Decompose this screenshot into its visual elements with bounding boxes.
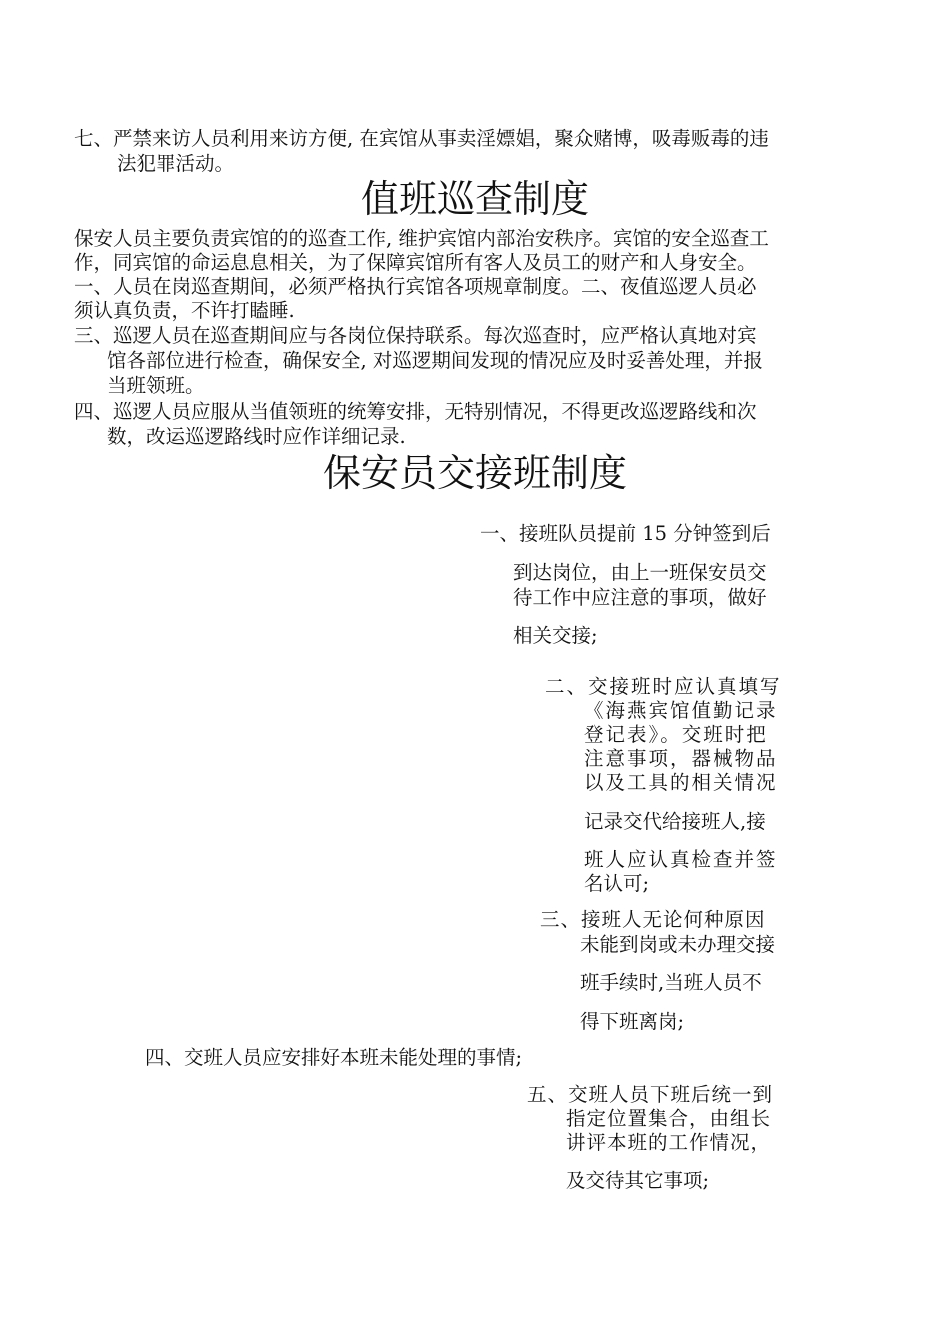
section2-item4-line1: 四、交班人员应安排好本班未能处理的事情; — [145, 1046, 523, 1069]
item7-line2: 法犯罪活动。 — [117, 152, 235, 175]
section2-item1-line4: 相关交接; — [513, 624, 598, 647]
section2-item1-line2: 到达岗位，由上一班保安员交 — [513, 561, 767, 584]
section2-item2-line1: 二、交接班时应认真填写 — [545, 675, 782, 698]
section2-item5-line2: 指定位置集合，由组长 — [566, 1107, 772, 1130]
section1-item3-line2: 馆各部位进行检查，确保安全, 对巡逻期间发现的情况应及时妥善处理，并报 — [107, 349, 763, 372]
item7-line1: 七、严禁来访人员利用来访方便, 在宾馆从事卖淫嫖娼，聚众赌博，吸毒贩毒的违 — [74, 127, 769, 150]
section1-intro-line1: 保安人员主要负责宾馆的的巡查工作, 维护宾馆内部治安秩序。宾馆的安全巡查工 — [74, 227, 769, 250]
section2-item5-line1: 五、交班人员下班后统一到 — [527, 1083, 774, 1106]
section2-item2-line5: 以及工具的相关情况 — [584, 771, 778, 794]
section1-item1-line1: 一、人员在岗巡查期间，必须严格执行宾馆各项规章制度。二、夜值巡逻人员必 — [74, 275, 757, 298]
section2-item5-line4: 及交待其它事项; — [566, 1169, 710, 1192]
section2-item2-line3: 登记表》。交班时把 — [584, 723, 768, 746]
section1-intro-line2: 作，同宾馆的命运息息相关，为了保障宾馆所有客人及员工的财产和人身安全。 — [74, 251, 757, 274]
section1-item3-line1: 三、巡逻人员在巡查期间应与各岗位保持联系。每次巡查时，应严格认真地对宾 — [74, 324, 757, 347]
section2-title: 保安员交接班制度 — [322, 451, 627, 495]
section1-item3-line3: 当班领班。 — [107, 374, 205, 397]
section1-item4-line1: 四、巡逻人员应服从当值领班的统筹安排，无特别情况，不得更改巡逻路线和次 — [74, 400, 757, 423]
section1-title: 值班巡查制度 — [360, 177, 589, 221]
section2-item3-line4: 得下班离岗; — [580, 1010, 685, 1033]
section2-item2-line8: 名认可; — [584, 872, 650, 895]
section2-item2-line7: 班人应认真检查并签 — [584, 848, 778, 871]
section2-item1-line3: 待工作中应注意的事项，做好 — [513, 586, 767, 609]
section2-item3-line1: 三、接班人无论何种原因 — [540, 908, 766, 931]
section2-item1-line1: 一、接班队员提前 15 分钟签到后 — [480, 522, 771, 545]
section2-item2-line6: 记录交代给接班人,接 — [584, 810, 766, 833]
section2-item2-line4: 注意事项，器械物品 — [584, 747, 778, 770]
section2-item3-line3: 班手续时,当班人员不 — [580, 971, 762, 994]
section2-item2-line2: 《海燕宾馆值勤记录 — [584, 699, 778, 722]
section1-item1-line2: 须认真负责，不许打瞌睡. — [74, 299, 295, 322]
section2-item5-line3: 讲评本班的工作情况， — [566, 1131, 772, 1154]
section2-item3-line2: 未能到岗或未办理交接 — [580, 933, 776, 956]
section1-item4-line2: 数，改运巡逻路线时应作详细记录. — [107, 425, 406, 448]
